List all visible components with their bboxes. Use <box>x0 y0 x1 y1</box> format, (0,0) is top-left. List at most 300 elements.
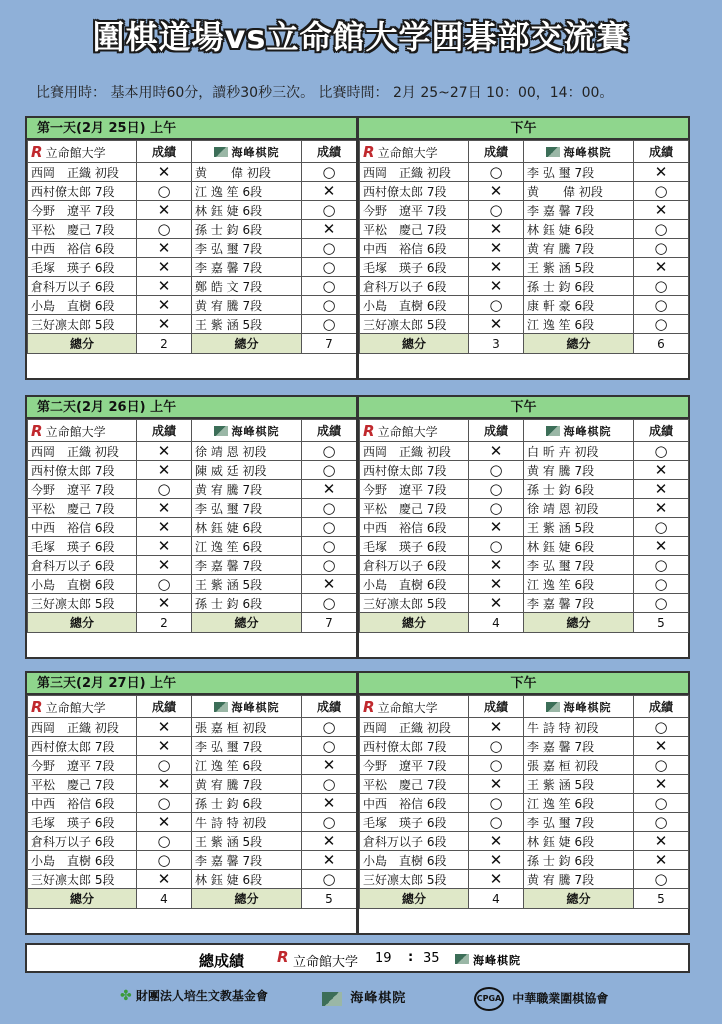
home-player: 小島 直樹 6段 <box>360 851 469 870</box>
away-player: 李 弘 璽 7段 <box>192 239 302 258</box>
away-player: 鄭 皓 文 7段 <box>192 277 302 296</box>
table-header-row <box>360 696 689 718</box>
home-player: 西村僚太郎 7段 <box>28 461 137 480</box>
away-result: ○ <box>634 556 689 575</box>
home-result: ✕ <box>137 277 192 296</box>
result-header: 成績 <box>634 696 689 718</box>
table-row <box>360 442 689 461</box>
sponsor2-name: 海峰棋院 <box>350 991 407 1006</box>
table-row <box>360 756 689 775</box>
home-player: 今野 遼平 7段 <box>28 201 137 220</box>
sponsor3-name: 中華職業圍棋協會 <box>512 991 609 1006</box>
home-result: ✕ <box>469 220 524 239</box>
away-player: 黄 宥 騰 7段 <box>192 296 302 315</box>
home-player: 小島 直樹 6段 <box>28 851 137 870</box>
table-row <box>360 594 689 613</box>
home-result: ○ <box>469 499 524 518</box>
clover-icon: ✤ <box>120 988 132 1004</box>
home-player: 今野 遼平 7段 <box>28 480 137 499</box>
results-table <box>359 140 689 354</box>
session-header: 第三天(2月 27日) 上午 <box>27 673 356 695</box>
home-team-name: 立命館大学 <box>377 145 438 160</box>
footer-sponsor2 <box>322 987 406 1006</box>
session-header: 第一天(2月 25日) 上午 <box>27 118 356 140</box>
away-result: ✕ <box>634 461 689 480</box>
away-team-name: 海峰棋院 <box>563 424 612 438</box>
table-row <box>360 296 689 315</box>
home-result: ✕ <box>137 315 192 334</box>
home-result: ✕ <box>469 594 524 613</box>
away-player: 李 嘉 馨 7段 <box>192 556 302 575</box>
away-result: ○ <box>302 737 357 756</box>
away-player: 黄 偉 初段 <box>524 182 634 201</box>
away-total-label: 總分 <box>192 613 302 633</box>
home-team-name: 立命館大学 <box>377 700 438 715</box>
away-team-header <box>192 420 302 442</box>
away-result: ✕ <box>634 737 689 756</box>
away-team-header <box>524 141 634 163</box>
haifeng-logo-icon <box>455 954 469 964</box>
away-result: ○ <box>634 718 689 737</box>
home-player: 西村僚太郎 7段 <box>360 461 469 480</box>
away-result: ○ <box>634 870 689 889</box>
away-result: ✕ <box>302 756 357 775</box>
home-player: 小島 直樹 6段 <box>360 575 469 594</box>
total-row <box>360 613 689 633</box>
home-player: 小島 直樹 6段 <box>28 296 137 315</box>
away-result: ✕ <box>302 480 357 499</box>
home-player: 西岡 正織 初段 <box>28 718 137 737</box>
away-total-label: 總分 <box>524 334 634 354</box>
home-player: 西村僚太郎 7段 <box>28 737 137 756</box>
table-row <box>28 315 357 334</box>
grand-total-label: 總成績 <box>199 952 245 970</box>
away-result: ○ <box>634 756 689 775</box>
home-team-name: 立命館大学 <box>45 424 106 439</box>
away-result: ✕ <box>634 163 689 182</box>
away-player: 李 弘 璽 7段 <box>524 813 634 832</box>
home-player: 毛塚 瑛子 6段 <box>360 813 469 832</box>
home-result: ✕ <box>469 575 524 594</box>
ritsumeikan-logo-icon: R <box>31 142 43 161</box>
day-2-section <box>25 395 690 659</box>
home-player: 西村僚太郎 7段 <box>360 737 469 756</box>
away-total-label: 總分 <box>192 889 302 909</box>
table-row <box>28 480 357 499</box>
away-result: ○ <box>302 315 357 334</box>
table-row <box>28 277 357 296</box>
away-result: ✕ <box>302 794 357 813</box>
table-row <box>28 775 357 794</box>
home-result: ○ <box>137 851 192 870</box>
home-result: ✕ <box>137 499 192 518</box>
result-header: 成績 <box>137 141 192 163</box>
home-player: 倉科万以子 6段 <box>28 832 137 851</box>
page-title: 圍棋道場vs立命館大学囲碁部交流賽 <box>92 18 630 56</box>
away-player: 江 逸 笙 6段 <box>192 756 302 775</box>
table-row <box>360 537 689 556</box>
home-player: 中西 裕信 6段 <box>28 794 137 813</box>
home-player: 中西 裕信 6段 <box>28 239 137 258</box>
away-player: 江 逸 笙 6段 <box>524 794 634 813</box>
home-result: ✕ <box>469 870 524 889</box>
table-row <box>360 182 689 201</box>
result-header: 成績 <box>469 420 524 442</box>
home-result: ✕ <box>137 537 192 556</box>
home-team-name: 立命館大学 <box>45 145 106 160</box>
home-player: 小島 直樹 6段 <box>28 575 137 594</box>
away-total-label: 總分 <box>524 613 634 633</box>
results-table <box>27 695 357 909</box>
home-total-value: 4 <box>469 613 524 633</box>
away-result: ✕ <box>634 480 689 499</box>
away-result: ○ <box>302 296 357 315</box>
home-result: ✕ <box>469 718 524 737</box>
away-player: 黄 宥 騰 7段 <box>192 480 302 499</box>
home-result: ✕ <box>469 775 524 794</box>
table-row <box>360 499 689 518</box>
table-row <box>28 794 357 813</box>
home-player: 今野 遼平 7段 <box>28 756 137 775</box>
home-result: ○ <box>137 832 192 851</box>
away-result: ○ <box>302 461 357 480</box>
away-result: ✕ <box>634 201 689 220</box>
table-row <box>360 556 689 575</box>
home-player: 倉科万以子 6段 <box>28 277 137 296</box>
mountain-icon <box>546 702 560 712</box>
away-player: 張 嘉 桓 初段 <box>524 756 634 775</box>
home-player: 平松 慶己 7段 <box>360 499 469 518</box>
away-player: 江 逸 笙 6段 <box>524 575 634 594</box>
home-result: ○ <box>469 201 524 220</box>
away-player: 李 弘 璽 7段 <box>524 556 634 575</box>
table-row <box>28 296 357 315</box>
home-player: 毛塚 瑛子 6段 <box>360 258 469 277</box>
home-result: ✕ <box>137 296 192 315</box>
home-result: ✕ <box>137 461 192 480</box>
home-team-header <box>28 141 137 163</box>
session-header: 下午 <box>359 397 688 419</box>
away-player: 王 紫 涵 5段 <box>192 315 302 334</box>
result-header: 成績 <box>302 141 357 163</box>
away-result: ✕ <box>302 832 357 851</box>
total-row <box>28 613 357 633</box>
away-result: ○ <box>302 258 357 277</box>
away-player: 李 嘉 馨 7段 <box>192 851 302 870</box>
away-player: 王 紫 涵 5段 <box>524 775 634 794</box>
home-result: ✕ <box>469 315 524 334</box>
away-result: ○ <box>634 277 689 296</box>
ritsumeikan-logo-icon: R <box>31 697 43 716</box>
home-player: 西岡 正織 初段 <box>360 442 469 461</box>
away-player: 孫 士 鈞 6段 <box>192 220 302 239</box>
match-rules-subtitle: 比賽用時： 基本用時60分，讀秒30秒三次。 比賽時間： 2月 25~27日 10：00，14：00。 <box>36 85 614 101</box>
away-player: 孫 士 鈞 6段 <box>524 277 634 296</box>
away-result: ○ <box>302 556 357 575</box>
away-result: ○ <box>302 813 357 832</box>
home-player: 今野 遼平 7段 <box>360 756 469 775</box>
home-result: ○ <box>469 813 524 832</box>
home-result: ✕ <box>137 775 192 794</box>
cpga-logo-icon: CPGA <box>474 987 504 1011</box>
home-result: ○ <box>469 537 524 556</box>
away-player: 王 紫 涵 5段 <box>524 258 634 277</box>
results-table <box>359 695 689 909</box>
away-result: ○ <box>634 518 689 537</box>
ritsumeikan-logo-icon: R <box>31 421 43 440</box>
home-result: ✕ <box>137 258 192 277</box>
home-player: 中西 裕信 6段 <box>360 794 469 813</box>
away-player: 江 逸 笙 6段 <box>524 315 634 334</box>
table-row <box>360 220 689 239</box>
table-header-row <box>360 141 689 163</box>
home-player: 西岡 正織 初段 <box>28 442 137 461</box>
away-player: 江 逸 笙 6段 <box>192 182 302 201</box>
away-player: 黄 宥 騰 7段 <box>192 775 302 794</box>
home-result: ○ <box>469 737 524 756</box>
sponsor1-name: 財團法人培生文教基金會 <box>135 989 268 1003</box>
result-header: 成績 <box>469 696 524 718</box>
home-result: ○ <box>137 575 192 594</box>
home-player: 倉科万以子 6段 <box>28 556 137 575</box>
home-player: 西岡 正織 初段 <box>360 163 469 182</box>
session-am <box>27 673 356 909</box>
away-result: ○ <box>302 163 357 182</box>
home-result: ✕ <box>137 870 192 889</box>
away-player: 陳 威 廷 初段 <box>192 461 302 480</box>
home-team-header <box>360 141 469 163</box>
away-result: ✕ <box>634 775 689 794</box>
ritsumeikan-logo-icon: R <box>363 421 375 440</box>
home-player: 倉科万以子 6段 <box>360 277 469 296</box>
away-result: ○ <box>302 277 357 296</box>
home-result: ✕ <box>137 718 192 737</box>
results-table <box>27 419 357 633</box>
away-result: ○ <box>302 239 357 258</box>
grand-total-home-name: 立命館大学 <box>293 955 359 970</box>
away-player: 林 鈺 婕 6段 <box>524 220 634 239</box>
table-row <box>360 258 689 277</box>
away-total-value: 6 <box>634 334 689 354</box>
day-3-section <box>25 671 690 935</box>
home-player: 三好凛太郎 5段 <box>28 594 137 613</box>
away-team-name: 海峰棋院 <box>563 700 612 714</box>
table-row <box>28 556 357 575</box>
table-row <box>360 201 689 220</box>
home-result: ✕ <box>469 832 524 851</box>
home-team-header <box>28 696 137 718</box>
away-result: ○ <box>302 201 357 220</box>
home-player: 今野 遼平 7段 <box>360 480 469 499</box>
home-result: ○ <box>469 794 524 813</box>
home-result: ✕ <box>137 163 192 182</box>
home-total-value: 2 <box>137 334 192 354</box>
away-total-label: 總分 <box>524 889 634 909</box>
table-row <box>28 851 357 870</box>
home-player: 三好凛太郎 5段 <box>28 870 137 889</box>
home-result: ✕ <box>137 239 192 258</box>
ritsumeikan-logo-icon: R <box>363 142 375 161</box>
home-player: 平松 慶己 7段 <box>28 775 137 794</box>
home-result: ○ <box>469 756 524 775</box>
home-result: ○ <box>137 756 192 775</box>
home-player: 毛塚 瑛子 6段 <box>28 258 137 277</box>
table-header-row <box>28 141 357 163</box>
table-row <box>28 239 357 258</box>
table-row <box>28 518 357 537</box>
away-player: 林 鈺 婕 6段 <box>192 870 302 889</box>
away-player: 白 昕 卉 初段 <box>524 442 634 461</box>
home-total-label: 總分 <box>28 334 137 354</box>
session-pm <box>359 118 688 354</box>
home-result: ○ <box>137 182 192 201</box>
result-header: 成績 <box>302 696 357 718</box>
ritsumeikan-logo-icon: R <box>277 948 289 966</box>
away-total-value: 7 <box>302 613 357 633</box>
home-result: ✕ <box>137 594 192 613</box>
away-result: ○ <box>634 239 689 258</box>
away-total-label: 總分 <box>192 334 302 354</box>
table-row <box>360 480 689 499</box>
home-result: ○ <box>137 220 192 239</box>
session-header: 下午 <box>359 118 688 140</box>
table-row <box>360 277 689 296</box>
results-table <box>359 419 689 633</box>
home-player: 西村僚太郎 7段 <box>28 182 137 201</box>
mountain-icon <box>214 426 228 436</box>
away-result: ○ <box>302 594 357 613</box>
home-total-label: 總分 <box>28 889 137 909</box>
table-row <box>28 718 357 737</box>
away-player: 孫 士 鈞 6段 <box>524 851 634 870</box>
home-result: ✕ <box>469 277 524 296</box>
result-header: 成績 <box>137 420 192 442</box>
away-result: ○ <box>302 537 357 556</box>
away-result: ✕ <box>634 537 689 556</box>
table-row <box>360 737 689 756</box>
away-result: ○ <box>634 296 689 315</box>
table-row <box>360 518 689 537</box>
table-row <box>28 220 357 239</box>
home-result: ✕ <box>137 737 192 756</box>
home-player: 毛塚 瑛子 6段 <box>28 537 137 556</box>
home-player: 倉科万以子 6段 <box>360 832 469 851</box>
away-player: 林 鈺 婕 6段 <box>524 832 634 851</box>
footer-sponsor1 <box>120 987 268 1004</box>
home-player: 平松 慶己 7段 <box>360 775 469 794</box>
result-header: 成績 <box>634 420 689 442</box>
home-total-value: 2 <box>137 613 192 633</box>
home-team-header <box>28 420 137 442</box>
table-row <box>360 851 689 870</box>
away-result: ○ <box>302 442 357 461</box>
away-result: ✕ <box>634 832 689 851</box>
away-result: ○ <box>302 870 357 889</box>
away-player: 李 弘 璽 7段 <box>192 737 302 756</box>
table-row <box>28 594 357 613</box>
home-result: ✕ <box>469 851 524 870</box>
table-row <box>360 575 689 594</box>
session-header: 第二天(2月 26日) 上午 <box>27 397 356 419</box>
away-result: ✕ <box>302 182 357 201</box>
away-team-header <box>524 420 634 442</box>
away-result: ○ <box>634 575 689 594</box>
table-header-row <box>360 420 689 442</box>
home-player: 中西 裕信 6段 <box>360 239 469 258</box>
home-result: ○ <box>137 480 192 499</box>
table-row <box>360 163 689 182</box>
mountain-icon <box>546 147 560 157</box>
table-row <box>28 442 357 461</box>
result-header: 成績 <box>137 696 192 718</box>
table-row <box>28 499 357 518</box>
mountain-icon <box>214 702 228 712</box>
away-player: 牛 詩 特 初段 <box>524 718 634 737</box>
total-row <box>360 889 689 909</box>
away-player: 王 紫 涵 5段 <box>524 518 634 537</box>
away-result: ○ <box>634 182 689 201</box>
table-row <box>28 461 357 480</box>
home-player: 平松 慶己 7段 <box>360 220 469 239</box>
away-player: 林 鈺 婕 6段 <box>524 537 634 556</box>
away-player: 江 逸 笙 6段 <box>192 537 302 556</box>
away-player: 李 嘉 馨 7段 <box>192 258 302 277</box>
home-player: 三好凛太郎 5段 <box>360 594 469 613</box>
table-header-row <box>28 420 357 442</box>
away-player: 張 嘉 桓 初段 <box>192 718 302 737</box>
away-team-header <box>192 696 302 718</box>
footer-sponsor3 <box>474 987 608 1011</box>
table-row <box>360 775 689 794</box>
table-row <box>28 537 357 556</box>
mountain-icon <box>322 992 342 1006</box>
away-player: 孫 士 鈞 6段 <box>524 480 634 499</box>
away-player: 黄 偉 初段 <box>192 163 302 182</box>
home-player: 西村僚太郎 7段 <box>360 182 469 201</box>
away-player: 牛 詩 特 初段 <box>192 813 302 832</box>
home-result: ○ <box>137 794 192 813</box>
away-team-name: 海峰棋院 <box>563 145 612 159</box>
table-row <box>28 575 357 594</box>
home-player: 中西 裕信 6段 <box>360 518 469 537</box>
home-result: ✕ <box>469 182 524 201</box>
home-team-header <box>360 420 469 442</box>
result-header: 成績 <box>302 420 357 442</box>
home-team-name: 立命館大学 <box>45 700 106 715</box>
home-result: ○ <box>469 480 524 499</box>
total-row <box>28 334 357 354</box>
away-result: ✕ <box>302 851 357 870</box>
away-result: ✕ <box>302 575 357 594</box>
away-player: 王 紫 涵 5段 <box>192 575 302 594</box>
table-row <box>360 813 689 832</box>
away-team-header <box>192 141 302 163</box>
away-player: 黄 宥 騰 7段 <box>524 239 634 258</box>
table-row <box>360 832 689 851</box>
table-row <box>28 737 357 756</box>
away-result: ○ <box>634 442 689 461</box>
home-result: ✕ <box>137 442 192 461</box>
table-row <box>28 201 357 220</box>
away-team-name: 海峰棋院 <box>231 424 280 438</box>
home-total-label: 總分 <box>360 334 469 354</box>
away-player: 林 鈺 婕 6段 <box>192 201 302 220</box>
home-player: 三好凛太郎 5段 <box>360 315 469 334</box>
table-header-row <box>28 696 357 718</box>
away-result: ○ <box>302 518 357 537</box>
away-player: 孫 士 鈞 6段 <box>192 794 302 813</box>
away-player: 孫 士 鈞 6段 <box>192 594 302 613</box>
